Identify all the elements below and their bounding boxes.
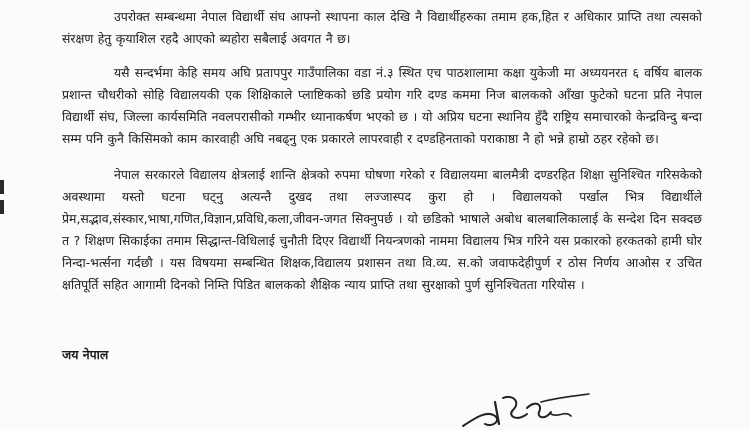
closing-salutation: जय नेपाल bbox=[62, 347, 109, 362]
paragraph-intro: उपरोक्त सम्बन्धमा नेपाल विद्यार्थी संघ आफ्नो स्थापना काल देखि नै विद्यार्थीहरुका तमाम हक,हित र अधिकार प्राप्ति तथा त्यसको संरक्षण हेतु कृयाशिल रहदै आएको ब्यहोरा सबैलाई अवगत नै छ। bbox=[62, 9, 702, 46]
margin-mark bbox=[0, 200, 4, 214]
margin-mark bbox=[0, 180, 4, 194]
paragraph-demand: नेपाल सरकारले विद्यालय क्षेत्रलाई शान्ति क्षेत्रको रुपमा घोषणा गरेको र विद्यालयमा बालमैत्री दण्डरहित शिक्षा सुनिश्चित गरिसकेको अवस्थामा यस्तो घटना घट्नु अत्यन्तै दुखद तथा लज्जास्पद कुरा हो । विद्यालयको पर्खाल भित्र विद्यार्थीले प्रेम,सद्भाव,संस्कार,भाषा,गणित,विज्ञान,प्रविधि,कला,जीवन-जगत सिक्नुपर्छ । यो छडिको भाषाले अबोध बालबालिकालाई के सन्देश दिन सक्दछ त ? शिक्षण सिकाईका तमाम सिद्धान्त-विधिलाई चुनौती दिएर विद्यार्थी नियन्त्रणको नाममा विद्यालय भित्र गरिने यस प्रकारको हरकतको हामी घोर निन्दा-भर्त्सना गर्दछौ । यस विषयमा सम्बन्धित शिक्षक,विद्यालय प्रशासन तथा वि.व्य. स.को जवाफदेहीपुर्ण र ठोस निर्णय आओस र उचित क्षतिपूर्ति सहित आगामी दिनको निम्ति पिडित बालकको शैक्षिक न्याय प्राप्ति तथा सुरक्षाको पुर्ण सुनिश्चितता गरियोस । bbox=[62, 167, 702, 292]
paragraph-incident: यसै सन्दर्भमा केहि समय अघि प्रतापपुर गाउँपालिका वडा नं.३ स्थित एच पाठशालामा कक्षा युकेजी मा अध्ययनरत ६ वर्षिय बालक प्रशान्त चौधरीको सोहि विद्यालयकी एक शिक्षिकाले प्लाष्टिकको छडि प्रयोग गरि दण्ड कममा निज बालकको आँखा फुटेको घटना प्रति नेपाल विद्यार्थी संघ, जिल्ला कार्यसमिति नवलपरासीको गम्भीर ध्यानाकर्षण भएको छ । यो अप्रिय घटना स्थानिय हुँदै राष्ट्रिय समाचारको केन्द्रविन्दु बन्दा सम्म पनि कुनै किसिमको काम कारवाही अघि नबढ्नु एक प्रकारले लापरवाही र दण्डहिनताको पराकाष्ठा नै हो भन्ने हाम्रो ठहर रहेको छ। bbox=[62, 65, 702, 146]
handwritten-signature bbox=[455, 388, 615, 432]
